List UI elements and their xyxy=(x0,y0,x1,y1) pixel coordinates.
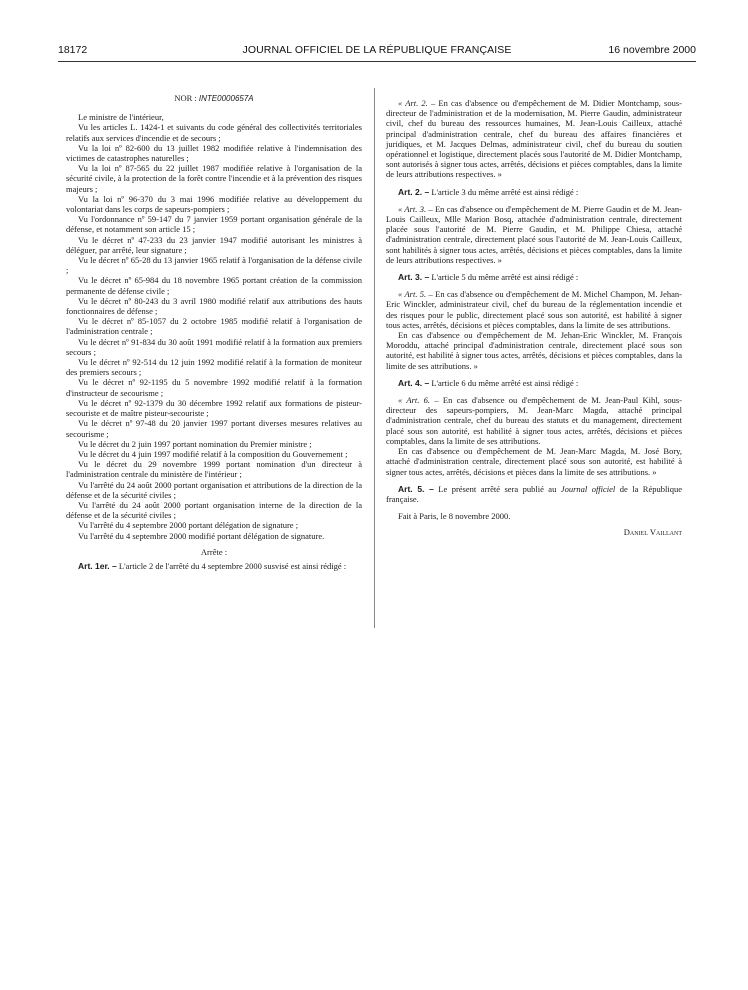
quoted-article-3-text: En cas d'absence ou d'empêchement de M. Pierre Gaudin et de M. Jean-Louis Cailleux, Mlle Marion Bosq, attachée d'administration centrale, directement placée sous l'autorité de M. Pierre Gaudin, et M. Philippe Chiesa, attaché d'administration centrale, directement placé sous l'autorité de M. Jean-Louis Cailleux, sont habilités à signer tous actes, arrêtés, décisions et pièces comptables, dans la limite de leurs attributions respectives. » xyxy=(386,203,682,265)
nor-code: INTE0000657A xyxy=(198,94,254,103)
article-5-text-before: Le présent arrêté sera publié au xyxy=(438,483,557,494)
quoted-article-5-label: « Art. 5. – xyxy=(398,289,433,300)
page-header xyxy=(58,44,696,60)
preamble-paragraph: Vu les articles L. 1424-1 et suivants du code général des collectivités territoriales relatifs aux services d'incendie et de secours ; xyxy=(66,122,362,143)
publication-date: 16 novembre 2000 xyxy=(608,44,696,56)
quoted-article-3-label: « Art. 3. – xyxy=(398,203,433,214)
article-5 xyxy=(386,484,682,504)
preamble-paragraph: Vu le décret nº 92-514 du 12 juin 1992 modifié relatif à la formation de moniteur des premiers secours ; xyxy=(66,357,362,378)
article-2-label: Art. 2. – xyxy=(398,186,430,197)
quoted-article-5 xyxy=(386,289,682,330)
quoted-article-2-text: En cas d'absence ou d'empêchement de M. Didier Montchamp, sous-directeur de l'administration et de la modernisation, M. Pierre Gaudin, administrateur civil, chef du bureau des ressources humaines, M. Jean-Louis Cailleux, attaché principal d'administration centrale, chef du bureau des affaires financières et juridiques, et M. Jacques Delmas, administrateur civil, chef du bureau du soutien opérationnel et logistique, directement placés sous l'autorité de M. Didier Montchamp, sont autorisés à signer tous actes, arrêtés, décisions et pièces comptables, dans la limite de leurs attributions respectives. » xyxy=(386,98,683,180)
quoted-article-6-text: En cas d'absence ou d'empêchement de M. Jean-Paul Kihl, sous-directeur des sapeurs-pompiers, M. Jean-Marc Magda, attaché principal d'administration centrale, chef du bureau des statuts et du management, directement placé sous son autorité, est habilité à signer tous actes, arrêtés, décisions et pièces comptables, dans la limite de ses attributions. xyxy=(386,395,683,446)
article-1-label: Art. 1er. – xyxy=(78,560,117,571)
article-3-text: L'article 5 du même arrêté est ainsi rédigé : xyxy=(431,272,579,283)
preamble-paragraph: Vu le décret du 29 novembre 1999 portant nomination d'un directeur à l'administration centrale du ministère de l'intérieur ; xyxy=(66,459,362,480)
nor-reference xyxy=(66,93,362,104)
preamble-paragraph: Vu l'arrêté du 4 septembre 2000 modifié portant délégation de signature. xyxy=(78,530,325,541)
preamble-paragraph: Vu l'arrêté du 4 septembre 2000 portant délégation de signature ; xyxy=(78,520,299,531)
quoted-article-6 xyxy=(386,395,682,446)
preamble-paragraph: Vu le décret nº 65-984 du 18 novembre 1965 portant création de la commission permanente de défense civile ; xyxy=(66,275,362,296)
article-4 xyxy=(386,378,682,388)
quoted-article-2 xyxy=(386,98,682,180)
quoted-article-2-label: « Art. 2. – xyxy=(398,98,436,108)
quoted-article-5-text: En cas d'absence ou d'empêchement de M. Michel Champon, M. Jehan-Eric Winckler, administrateur civil, chef du bureau de la réglementation incendie et des risques pour le public, directement placé sous son autorité, est habilité à signer tous actes, arrêtés, décisions et pièces comptables, dans la limite de ses attributions. xyxy=(386,289,682,330)
article-5-text-after: de la République française. xyxy=(386,483,682,504)
preamble-paragraph: Vu le décret nº 92-1195 du 5 novembre 1992 modifié relatif à la formation d'instructeur de secourisme ; xyxy=(66,377,362,398)
preamble-paragraph: Vu la loi nº 82-600 du 13 juillet 1982 modifiée relative à l'indemnisation des victimes de catastrophes naturelles ; xyxy=(66,142,362,164)
page-number: 18172 xyxy=(58,44,88,56)
preamble-paragraph: Le ministre de l'intérieur, xyxy=(78,112,164,123)
left-column xyxy=(66,93,362,571)
column-divider xyxy=(374,88,375,628)
arrete-heading: Arrête : xyxy=(200,546,228,557)
preamble-paragraph: Vu la loi nº 87-565 du 22 juillet 1987 modifiée relative à l'organisation de la sécurité civile, à la protection de la forêt contre l'incendie et à la prévention des risques majeurs ; xyxy=(66,163,362,194)
preamble-paragraph: Vu le décret nº 91-834 du 30 août 1991 modifié relatif à la formation aux premiers secours ; xyxy=(66,336,362,357)
preamble-paragraph: Vu le décret nº 65-28 du 13 janvier 1965 relatif à l'organisation de la défense civile ; xyxy=(66,255,362,276)
preamble-paragraph: Vu le décret nº 80-243 du 3 avril 1980 modifié relatif aux attributions des hauts fonctionnaires de défense ; xyxy=(66,295,362,317)
header-rule xyxy=(58,61,696,62)
quoted-article-3 xyxy=(386,204,682,265)
quoted-article-5-paragraph-2: En cas d'absence ou d'empêchement de M. Jehan-Eric Winckler, M. François Moroddu, attaché principal d'administration centrale, directement placé sous son autorité, est habilité à signer tous actes, arrêtés, décisions et pièces comptables, dans la limite de ses attributions. » xyxy=(386,330,682,371)
article-1-text: L'article 2 de l'arrêté du 4 septembre 2000 susvisé est ainsi rédigé : xyxy=(118,560,347,571)
nor-label: NOR : xyxy=(174,93,197,103)
preamble-paragraph: Vu la loi nº 96-370 du 3 mai 1996 modifiée relative au développement du volontariat dans les corps de sapeurs-pompiers ; xyxy=(66,193,362,215)
article-2 xyxy=(386,187,682,197)
preamble-paragraph: Vu l'arrêté du 24 août 2000 portant organisation et attributions de la direction de la défense et de la sécurité civiles ; xyxy=(66,479,362,500)
journal-title: JOURNAL OFFICIEL DE LA RÉPUBLIQUE FRANÇAISE xyxy=(242,44,512,56)
preamble-paragraph: Vu le décret nº 85-1057 du 2 octobre 1985 modifié relatif à l'organisation de l'administration centrale ; xyxy=(66,316,362,337)
article-4-text: L'article 6 du même arrêté est ainsi rédigé : xyxy=(431,377,579,388)
preamble-paragraph: Vu le décret du 2 juin 1997 portant nomination du Premier ministre ; xyxy=(78,438,312,449)
article-4-label: Art. 4. – xyxy=(398,377,430,388)
preamble-paragraph: Vu le décret nº 97-48 du 20 janvier 1997 portant diverses mesures relatives au secourisme ; xyxy=(66,418,362,439)
quoted-article-6-paragraph-2: En cas d'absence ou d'empêchement de M. Jean-Marc Magda, M. José Bory, attaché d'administration centrale, directement placé sous son autorité, est habilité à signer tous actes, arrêtés, décisions et pièces dans la limite de ses attributions. » xyxy=(386,446,682,477)
preamble-paragraph: Vu le décret nº 47-233 du 23 janvier 1947 modifié autorisant les ministres à déléguer, par arrêté, leur signature ; xyxy=(66,234,362,255)
done-at-line: Fait à Paris, le 8 novembre 2000. xyxy=(398,511,511,522)
preamble-paragraph: Vu le décret du 4 juin 1997 modifié relatif à la composition du Gouvernement ; xyxy=(78,448,348,459)
right-column xyxy=(386,98,682,538)
article-5-label: Art. 5. – xyxy=(398,483,434,494)
preamble-paragraph: Vu l'arrêté du 24 août 2000 portant organisation interne de la direction de la défense et de la sécurité civiles ; xyxy=(66,499,362,521)
journal-officiel-mention: Journal officiel xyxy=(560,483,616,494)
preamble-paragraph: Vu l'ordonnance nº 59-147 du 7 janvier 1959 portant organisation générale de la défense, et notamment son article 15 ; xyxy=(66,214,362,235)
quoted-article-6-label: « Art. 6. – xyxy=(398,395,439,406)
preamble-paragraph: Vu le décret nº 92-1379 du 30 décembre 1992 relatif aux formations de pisteur-secouriste et de maître pisteur-secouriste ; xyxy=(66,397,362,419)
article-2-text: L'article 3 du même arrêté est ainsi rédigé : xyxy=(431,186,579,197)
article-3-label: Art. 3. – xyxy=(398,272,430,283)
article-1 xyxy=(66,561,362,571)
article-3 xyxy=(386,272,682,282)
minister-signature: Daniel Vaillant xyxy=(623,527,682,538)
